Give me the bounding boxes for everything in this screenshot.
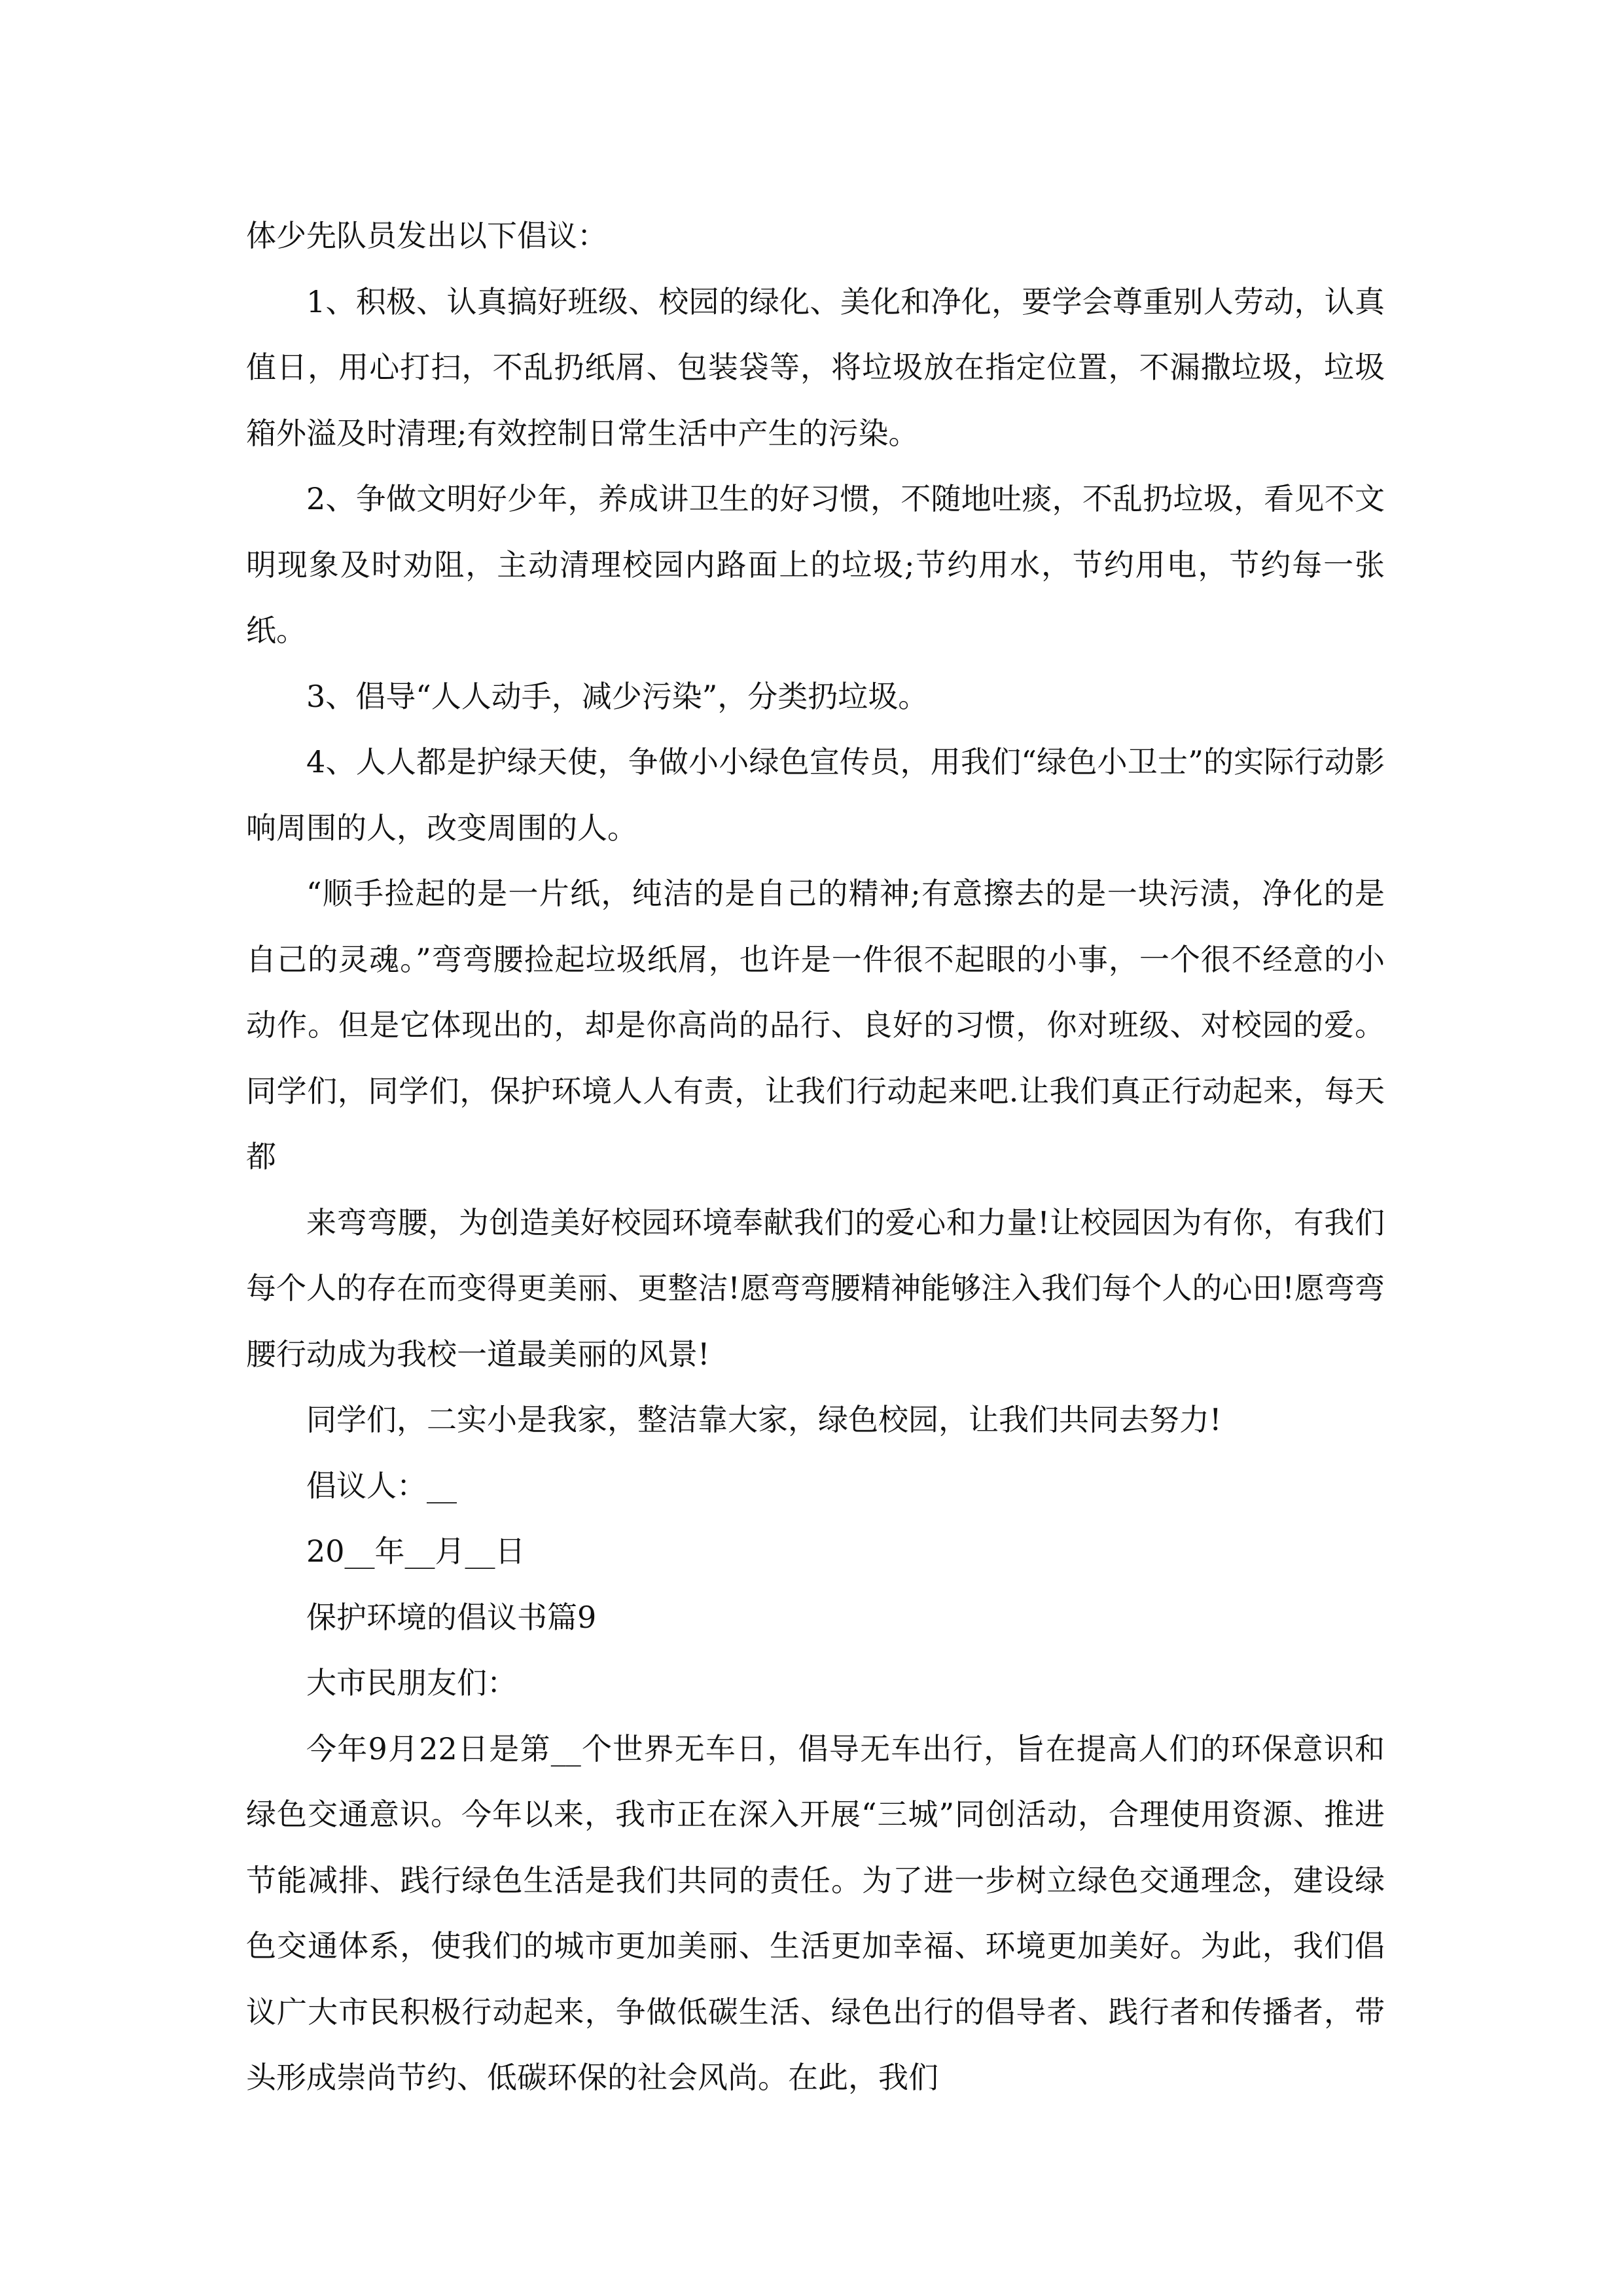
paragraph-car-free-day: 今年9月22日是第__个世界无车日，倡导无车出行，旨在提高人们的环保意识和绿色交通意识。今年以来，我市正在深入开展“三城”同创活动，合理使用资源、推进节能减排、践行绿色生活是我们共同的责任。为了进一步树立绿色交通理念，建设绿色交通体系，使我们的城市更加美丽、生活更加幸福、环境更加美好。为此，我们倡议广大市民积极行动起来，争做低碳生活、绿色出行的倡导者、践行者和传播者，带头形成崇尚节约、低碳环保的社会风尚。在此，我们	[246, 1731, 1385, 2095]
paragraph-item-2: 2、争做文明好少年，养成讲卫生的好习惯，不随地吐痰，不乱扔垃圾，看见不文明现象及时劝阻，主动清理校园内路面上的垃圾;节约用水，节约用电，节约每一张纸。	[246, 481, 1385, 648]
paragraph-quote: “顺手捡起的是一片纸，纯洁的是自己的精神;有意擦去的是一块污渍，净化的是自己的灵魂。”弯弯腰捡起垃圾纸屑，也许是一件很不起眼的小事，一个很不经意的小动作。但是它体现出的，却是你高尚的品行、良好的习惯，你对班级、对校园的爱。同学们，同学们，保护环境人人有责，让我们行动起来吧.让我们真正行动起来，每天都	[246, 876, 1385, 1174]
paragraph-item-1: 1、积极、认真搞好班级、校园的绿化、美化和净化，要学会尊重别人劳动，认真值日，用心打扫，不乱扔纸屑、包装袋等，将垃圾放在指定位置，不漏撒垃圾，垃圾箱外溢及时清理;有效控制日常生活中产生的污染。	[246, 283, 1385, 451]
paragraph-item-3: 3、倡导“人人动手，减少污染”，分类扔垃圾。	[306, 678, 929, 714]
paragraph-closing: 同学们，二实小是我家，整洁靠大家，绿色校园，让我们共同去努力!	[306, 1402, 1222, 1437]
paragraph-continuation: 来弯弯腰，为创造美好校园环境奉献我们的爱心和力量!让校园因为有你，有我们每个人的存在而变得更美丽、更整洁!愿弯弯腰精神能够注入我们每个人的心田!愿弯弯腰行动成为我校一道最美丽的风景!	[246, 1204, 1385, 1372]
signature-line: 倡议人：__	[306, 1467, 457, 1503]
date-line: 20__年__月__日	[306, 1534, 526, 1569]
salutation: 大市民朋友们：	[306, 1665, 517, 1700]
paragraph-intro: 体少先队员发出以下倡议：	[246, 218, 607, 253]
document-body	[246, 203, 1385, 2111]
section-title: 保护环境的倡议书篇9	[306, 1599, 597, 1635]
paragraph-item-4: 4、人人都是护绿天使，争做小小绿色宣传员，用我们“绿色小卫士”的实际行动影响周围的人，改变周围的人。	[246, 744, 1385, 846]
